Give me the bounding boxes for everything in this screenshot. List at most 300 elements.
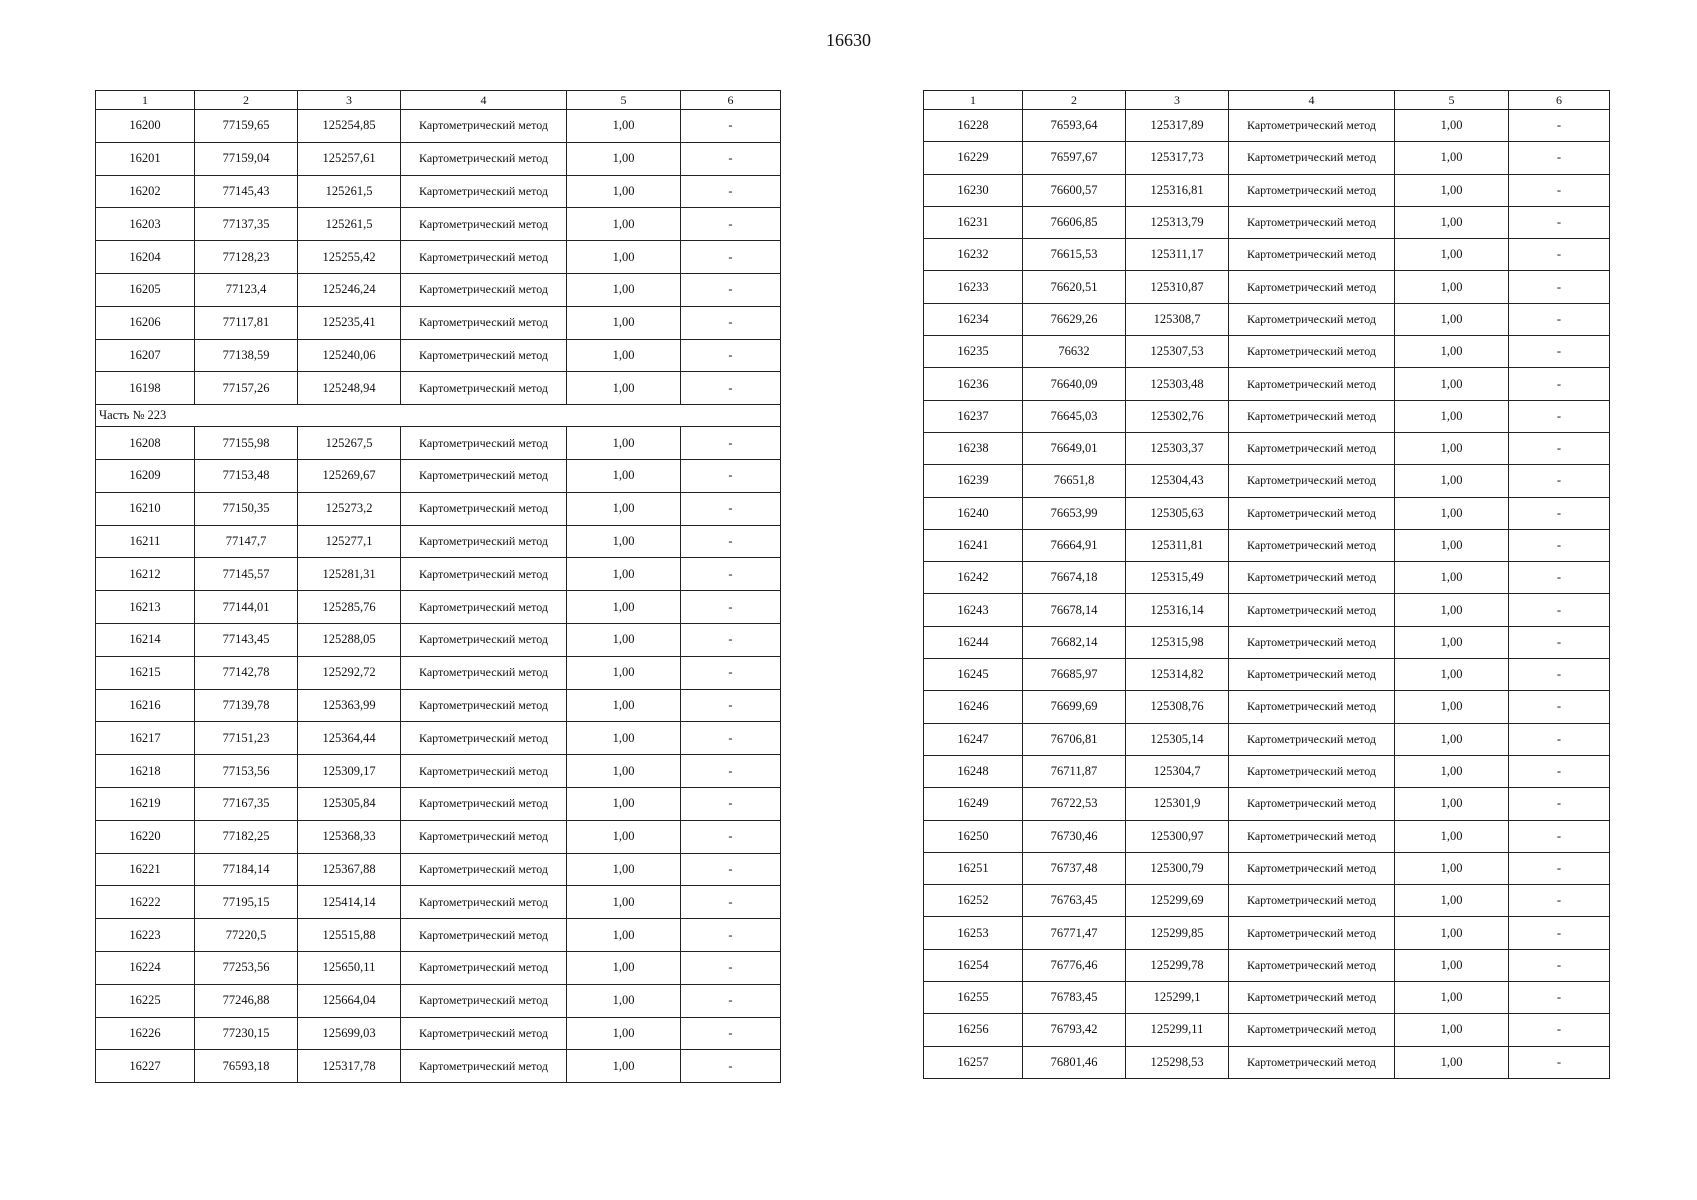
x-coordinate-cell: 76763,45 (1023, 885, 1126, 917)
method-cell: Картометрический метод (401, 722, 567, 755)
column-header-5: 5 (567, 91, 681, 110)
table-row (924, 755, 1610, 787)
x-coordinate-cell: 76699,69 (1023, 691, 1126, 723)
point-number-cell: 16205 (96, 273, 195, 306)
point-number-cell: 16219 (96, 787, 195, 820)
point-number-cell: 16250 (924, 820, 1023, 852)
point-number-cell: 16243 (924, 594, 1023, 626)
x-coordinate-cell: 76600,57 (1023, 174, 1126, 206)
x-coordinate-cell: 76629,26 (1023, 303, 1126, 335)
coordinates-table-right (923, 90, 1610, 1079)
description-cell: - (1509, 885, 1610, 917)
method-cell: Картометрический метод (401, 689, 567, 722)
method-cell: Картометрический метод (401, 142, 567, 175)
table-row (924, 917, 1610, 949)
description-cell: - (1509, 949, 1610, 981)
description-cell: - (681, 372, 781, 405)
accuracy-cell: 1,00 (1395, 529, 1509, 561)
x-coordinate-cell: 76593,64 (1023, 110, 1126, 142)
method-cell: Картометрический метод (401, 208, 567, 241)
description-cell: - (681, 558, 781, 591)
accuracy-cell: 1,00 (1395, 1046, 1509, 1078)
description-cell: - (681, 689, 781, 722)
y-coordinate-cell: 125285,76 (298, 591, 401, 624)
x-coordinate-cell: 76737,48 (1023, 852, 1126, 884)
point-number-cell: 16213 (96, 591, 195, 624)
point-number-cell: 16223 (96, 919, 195, 952)
description-cell: - (681, 142, 781, 175)
description-cell: - (1509, 110, 1610, 142)
method-cell: Картометрический метод (401, 656, 567, 689)
description-cell: - (681, 623, 781, 656)
table-header-row (96, 91, 781, 110)
description-cell: - (681, 656, 781, 689)
y-coordinate-cell: 125315,49 (1126, 562, 1229, 594)
x-coordinate-cell: 77246,88 (195, 984, 298, 1017)
method-cell: Картометрический метод (401, 492, 567, 525)
method-cell: Картометрический метод (1229, 691, 1395, 723)
y-coordinate-cell: 125317,73 (1126, 142, 1229, 174)
accuracy-cell: 1,00 (1395, 336, 1509, 368)
section-label: Часть № 223 (96, 405, 781, 427)
x-coordinate-cell: 77137,35 (195, 208, 298, 241)
accuracy-cell: 1,00 (567, 886, 681, 919)
y-coordinate-cell: 125281,31 (298, 558, 401, 591)
y-coordinate-cell: 125299,11 (1126, 1014, 1229, 1046)
y-coordinate-cell: 125364,44 (298, 722, 401, 755)
y-coordinate-cell: 125300,79 (1126, 852, 1229, 884)
accuracy-cell: 1,00 (1395, 755, 1509, 787)
point-number-cell: 16211 (96, 525, 195, 558)
table-row (924, 1014, 1610, 1046)
point-number-cell: 16202 (96, 175, 195, 208)
point-number-cell: 16235 (924, 336, 1023, 368)
accuracy-cell: 1,00 (567, 951, 681, 984)
table-row (96, 273, 781, 306)
table-row (924, 303, 1610, 335)
description-cell: - (681, 951, 781, 984)
accuracy-cell: 1,00 (567, 820, 681, 853)
point-number-cell: 16207 (96, 339, 195, 372)
y-coordinate-cell: 125650,11 (298, 951, 401, 984)
accuracy-cell: 1,00 (1395, 239, 1509, 271)
method-cell: Картометрический метод (1229, 949, 1395, 981)
y-coordinate-cell: 125307,53 (1126, 336, 1229, 368)
point-number-cell: 16225 (96, 984, 195, 1017)
x-coordinate-cell: 77128,23 (195, 241, 298, 274)
point-number-cell: 16200 (96, 110, 195, 143)
accuracy-cell: 1,00 (567, 919, 681, 952)
y-coordinate-cell: 125308,7 (1126, 303, 1229, 335)
point-number-cell: 16226 (96, 1017, 195, 1050)
point-number-cell: 16208 (96, 427, 195, 460)
y-coordinate-cell: 125302,76 (1126, 400, 1229, 432)
accuracy-cell: 1,00 (1395, 917, 1509, 949)
table-row (924, 432, 1610, 464)
y-coordinate-cell: 125316,14 (1126, 594, 1229, 626)
x-coordinate-cell: 76678,14 (1023, 594, 1126, 626)
x-coordinate-cell: 77184,14 (195, 853, 298, 886)
table-row (924, 820, 1610, 852)
y-coordinate-cell: 125240,06 (298, 339, 401, 372)
y-coordinate-cell: 125314,82 (1126, 659, 1229, 691)
description-cell: - (681, 241, 781, 274)
accuracy-cell: 1,00 (1395, 723, 1509, 755)
method-cell: Картометрический метод (1229, 982, 1395, 1014)
description-cell: - (1509, 174, 1610, 206)
method-cell: Картометрический метод (401, 273, 567, 306)
description-cell: - (681, 1017, 781, 1050)
table-row (924, 497, 1610, 529)
x-coordinate-cell: 76649,01 (1023, 432, 1126, 464)
x-coordinate-cell: 77167,35 (195, 787, 298, 820)
table-row (96, 591, 781, 624)
table-row (924, 885, 1610, 917)
x-coordinate-cell: 76730,46 (1023, 820, 1126, 852)
method-cell: Картометрический метод (401, 1050, 567, 1083)
table-row (924, 723, 1610, 755)
accuracy-cell: 1,00 (567, 339, 681, 372)
x-coordinate-cell: 77151,23 (195, 722, 298, 755)
table-row (924, 626, 1610, 658)
description-cell: - (681, 306, 781, 339)
x-coordinate-cell: 77153,56 (195, 755, 298, 788)
description-cell: - (1509, 432, 1610, 464)
table-row (924, 400, 1610, 432)
accuracy-cell: 1,00 (567, 459, 681, 492)
accuracy-cell: 1,00 (567, 372, 681, 405)
description-cell: - (1509, 497, 1610, 529)
description-cell: - (1509, 529, 1610, 561)
method-cell: Картометрический метод (401, 558, 567, 591)
point-number-cell: 16242 (924, 562, 1023, 594)
x-coordinate-cell: 77155,98 (195, 427, 298, 460)
y-coordinate-cell: 125257,61 (298, 142, 401, 175)
point-number-cell: 16256 (924, 1014, 1023, 1046)
accuracy-cell: 1,00 (567, 208, 681, 241)
method-cell: Картометрический метод (1229, 659, 1395, 691)
point-number-cell: 16220 (96, 820, 195, 853)
y-coordinate-cell: 125316,81 (1126, 174, 1229, 206)
x-coordinate-cell: 76597,67 (1023, 142, 1126, 174)
table-row (96, 459, 781, 492)
point-number-cell: 16249 (924, 788, 1023, 820)
description-cell: - (1509, 400, 1610, 432)
accuracy-cell: 1,00 (567, 175, 681, 208)
accuracy-cell: 1,00 (1395, 400, 1509, 432)
y-coordinate-cell: 125309,17 (298, 755, 401, 788)
point-number-cell: 16221 (96, 853, 195, 886)
method-cell: Картометрический метод (401, 984, 567, 1017)
accuracy-cell: 1,00 (567, 984, 681, 1017)
method-cell: Картометрический метод (1229, 110, 1395, 142)
method-cell: Картометрический метод (1229, 174, 1395, 206)
method-cell: Картометрический метод (1229, 755, 1395, 787)
accuracy-cell: 1,00 (567, 689, 681, 722)
method-cell: Картометрический метод (401, 787, 567, 820)
x-coordinate-cell: 77143,45 (195, 623, 298, 656)
method-cell: Картометрический метод (401, 427, 567, 460)
accuracy-cell: 1,00 (1395, 174, 1509, 206)
y-coordinate-cell: 125367,88 (298, 853, 401, 886)
y-coordinate-cell: 125305,14 (1126, 723, 1229, 755)
x-coordinate-cell: 77150,35 (195, 492, 298, 525)
method-cell: Картометрический метод (1229, 336, 1395, 368)
description-cell: - (1509, 691, 1610, 723)
accuracy-cell: 1,00 (567, 853, 681, 886)
y-coordinate-cell: 125363,99 (298, 689, 401, 722)
x-coordinate-cell: 77159,04 (195, 142, 298, 175)
method-cell: Картометрический метод (401, 339, 567, 372)
accuracy-cell: 1,00 (1395, 626, 1509, 658)
description-cell: - (681, 1050, 781, 1083)
x-coordinate-cell: 76615,53 (1023, 239, 1126, 271)
point-number-cell: 16229 (924, 142, 1023, 174)
y-coordinate-cell: 125308,76 (1126, 691, 1229, 723)
description-cell: - (1509, 271, 1610, 303)
point-number-cell: 16201 (96, 142, 195, 175)
table-row (96, 722, 781, 755)
x-coordinate-cell: 77253,56 (195, 951, 298, 984)
y-coordinate-cell: 125254,85 (298, 110, 401, 143)
table-row (96, 525, 781, 558)
table-row (96, 175, 781, 208)
method-cell: Картометрический метод (1229, 239, 1395, 271)
coordinates-table-left (95, 90, 781, 1083)
description-cell: - (1509, 336, 1610, 368)
description-cell: - (681, 110, 781, 143)
x-coordinate-cell: 77159,65 (195, 110, 298, 143)
column-header-2: 2 (1023, 91, 1126, 110)
point-number-cell: 16215 (96, 656, 195, 689)
x-coordinate-cell: 77142,78 (195, 656, 298, 689)
table-row (924, 239, 1610, 271)
table-row (96, 306, 781, 339)
method-cell: Картометрический метод (1229, 497, 1395, 529)
accuracy-cell: 1,00 (567, 525, 681, 558)
method-cell: Картометрический метод (401, 820, 567, 853)
table-header-row (924, 91, 1610, 110)
method-cell: Картометрический метод (1229, 1046, 1395, 1078)
y-coordinate-cell: 125292,72 (298, 656, 401, 689)
description-cell: - (1509, 1014, 1610, 1046)
table-row (924, 336, 1610, 368)
point-number-cell: 16252 (924, 885, 1023, 917)
method-cell: Картометрический метод (401, 306, 567, 339)
table-row (96, 1017, 781, 1050)
point-number-cell: 16245 (924, 659, 1023, 691)
method-cell: Картометрический метод (401, 623, 567, 656)
y-coordinate-cell: 125664,04 (298, 984, 401, 1017)
description-cell: - (681, 886, 781, 919)
table-row (924, 271, 1610, 303)
accuracy-cell: 1,00 (567, 623, 681, 656)
accuracy-cell: 1,00 (567, 306, 681, 339)
point-number-cell: 16244 (924, 626, 1023, 658)
y-coordinate-cell: 125313,79 (1126, 206, 1229, 238)
table-row (96, 1050, 781, 1083)
method-cell: Картометрический метод (1229, 206, 1395, 238)
description-cell: - (1509, 755, 1610, 787)
y-coordinate-cell: 125299,85 (1126, 917, 1229, 949)
point-number-cell: 16204 (96, 241, 195, 274)
method-cell: Картометрический метод (1229, 562, 1395, 594)
x-coordinate-cell: 77138,59 (195, 339, 298, 372)
x-coordinate-cell: 76645,03 (1023, 400, 1126, 432)
x-coordinate-cell: 76593,18 (195, 1050, 298, 1083)
method-cell: Картометрический метод (1229, 852, 1395, 884)
table-row (96, 623, 781, 656)
table-row (924, 142, 1610, 174)
x-coordinate-cell: 76722,53 (1023, 788, 1126, 820)
accuracy-cell: 1,00 (567, 492, 681, 525)
method-cell: Картометрический метод (1229, 465, 1395, 497)
x-coordinate-cell: 76651,8 (1023, 465, 1126, 497)
accuracy-cell: 1,00 (567, 427, 681, 460)
description-cell: - (1509, 206, 1610, 238)
y-coordinate-cell: 125305,63 (1126, 497, 1229, 529)
description-cell: - (681, 273, 781, 306)
accuracy-cell: 1,00 (567, 142, 681, 175)
section-row (96, 405, 781, 427)
x-coordinate-cell: 76682,14 (1023, 626, 1126, 658)
point-number-cell: 16224 (96, 951, 195, 984)
point-number-cell: 16240 (924, 497, 1023, 529)
table-row (96, 689, 781, 722)
point-number-cell: 16230 (924, 174, 1023, 206)
y-coordinate-cell: 125299,69 (1126, 885, 1229, 917)
accuracy-cell: 1,00 (1395, 820, 1509, 852)
y-coordinate-cell: 125248,94 (298, 372, 401, 405)
point-number-cell: 16233 (924, 271, 1023, 303)
point-number-cell: 16212 (96, 558, 195, 591)
y-coordinate-cell: 125277,1 (298, 525, 401, 558)
description-cell: - (681, 525, 781, 558)
y-coordinate-cell: 125305,84 (298, 787, 401, 820)
y-coordinate-cell: 125304,7 (1126, 755, 1229, 787)
x-coordinate-cell: 77195,15 (195, 886, 298, 919)
point-number-cell: 16222 (96, 886, 195, 919)
point-number-cell: 16246 (924, 691, 1023, 723)
accuracy-cell: 1,00 (567, 1017, 681, 1050)
accuracy-cell: 1,00 (1395, 691, 1509, 723)
y-coordinate-cell: 125288,05 (298, 623, 401, 656)
x-coordinate-cell: 77145,57 (195, 558, 298, 591)
y-coordinate-cell: 125300,97 (1126, 820, 1229, 852)
description-cell: - (1509, 303, 1610, 335)
y-coordinate-cell: 125298,53 (1126, 1046, 1229, 1078)
y-coordinate-cell: 125299,1 (1126, 982, 1229, 1014)
method-cell: Картометрический метод (1229, 529, 1395, 561)
accuracy-cell: 1,00 (1395, 271, 1509, 303)
point-number-cell: 16206 (96, 306, 195, 339)
y-coordinate-cell: 125515,88 (298, 919, 401, 952)
point-number-cell: 16203 (96, 208, 195, 241)
y-coordinate-cell: 125699,03 (298, 1017, 401, 1050)
table-row (924, 788, 1610, 820)
accuracy-cell: 1,00 (1395, 432, 1509, 464)
y-coordinate-cell: 125269,67 (298, 459, 401, 492)
point-number-cell: 16241 (924, 529, 1023, 561)
y-coordinate-cell: 125310,87 (1126, 271, 1229, 303)
method-cell: Картометрический метод (401, 110, 567, 143)
table-row (96, 656, 781, 689)
accuracy-cell: 1,00 (1395, 949, 1509, 981)
x-coordinate-cell: 76771,47 (1023, 917, 1126, 949)
x-coordinate-cell: 77144,01 (195, 591, 298, 624)
method-cell: Картометрический метод (401, 241, 567, 274)
accuracy-cell: 1,00 (1395, 659, 1509, 691)
accuracy-cell: 1,00 (1395, 885, 1509, 917)
column-header-1: 1 (924, 91, 1023, 110)
point-number-cell: 16209 (96, 459, 195, 492)
y-coordinate-cell: 125317,78 (298, 1050, 401, 1083)
table-row (96, 492, 781, 525)
x-coordinate-cell: 76711,87 (1023, 755, 1126, 787)
table-row (96, 984, 781, 1017)
accuracy-cell: 1,00 (567, 722, 681, 755)
point-number-cell: 16218 (96, 755, 195, 788)
table-row (924, 368, 1610, 400)
y-coordinate-cell: 125368,33 (298, 820, 401, 853)
table-row (924, 594, 1610, 626)
accuracy-cell: 1,00 (1395, 368, 1509, 400)
table-row (924, 465, 1610, 497)
table-row (96, 427, 781, 460)
y-coordinate-cell: 125235,41 (298, 306, 401, 339)
point-number-cell: 16239 (924, 465, 1023, 497)
method-cell: Картометрический метод (1229, 723, 1395, 755)
x-coordinate-cell: 77147,7 (195, 525, 298, 558)
accuracy-cell: 1,00 (567, 558, 681, 591)
description-cell: - (1509, 820, 1610, 852)
accuracy-cell: 1,00 (567, 1050, 681, 1083)
point-number-cell: 16198 (96, 372, 195, 405)
description-cell: - (681, 853, 781, 886)
method-cell: Картометрический метод (1229, 594, 1395, 626)
column-header-4: 4 (401, 91, 567, 110)
y-coordinate-cell: 125304,43 (1126, 465, 1229, 497)
column-header-3: 3 (298, 91, 401, 110)
description-cell: - (1509, 626, 1610, 658)
method-cell: Картометрический метод (1229, 885, 1395, 917)
x-coordinate-cell: 76664,91 (1023, 529, 1126, 561)
method-cell: Картометрический метод (401, 886, 567, 919)
accuracy-cell: 1,00 (1395, 562, 1509, 594)
table-row (924, 852, 1610, 884)
description-cell: - (681, 427, 781, 460)
accuracy-cell: 1,00 (567, 273, 681, 306)
table-row (96, 110, 781, 143)
x-coordinate-cell: 76640,09 (1023, 368, 1126, 400)
point-number-cell: 16210 (96, 492, 195, 525)
method-cell: Картометрический метод (1229, 303, 1395, 335)
method-cell: Картометрический метод (1229, 400, 1395, 432)
description-cell: - (1509, 788, 1610, 820)
point-number-cell: 16232 (924, 239, 1023, 271)
description-cell: - (1509, 239, 1610, 271)
accuracy-cell: 1,00 (1395, 852, 1509, 884)
x-coordinate-cell: 76706,81 (1023, 723, 1126, 755)
point-number-cell: 16234 (924, 303, 1023, 335)
method-cell: Картометрический метод (1229, 626, 1395, 658)
method-cell: Картометрический метод (401, 951, 567, 984)
description-cell: - (1509, 1046, 1610, 1078)
point-number-cell: 16238 (924, 432, 1023, 464)
description-cell: - (681, 722, 781, 755)
table-row (96, 339, 781, 372)
y-coordinate-cell: 125246,24 (298, 273, 401, 306)
